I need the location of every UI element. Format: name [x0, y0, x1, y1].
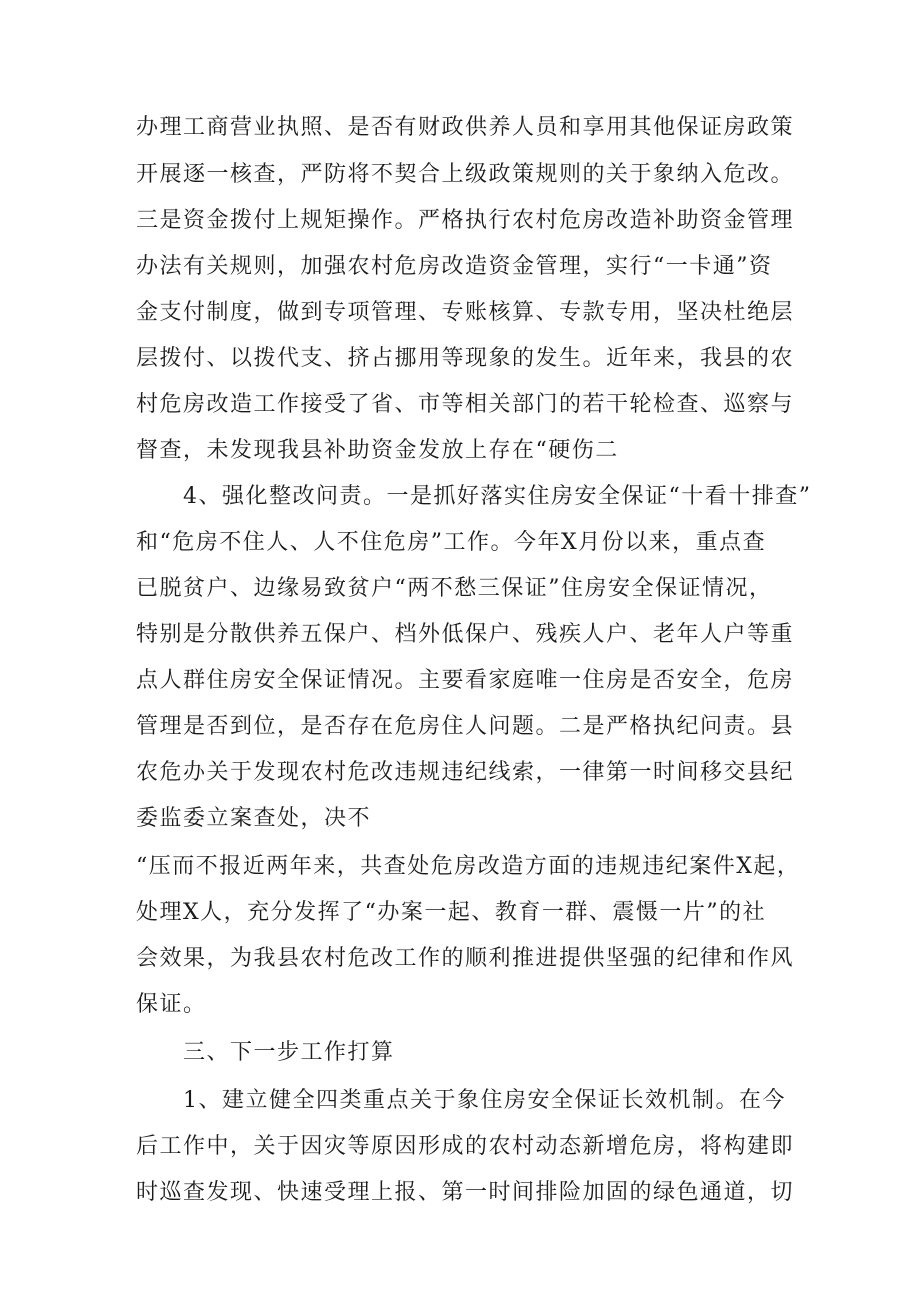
- paragraph-line: 4、强化整改问责。一是抓好落实住房安全保证“十看十排查”: [183, 484, 812, 509]
- paragraph-line: 后工作中，关于因灾等原因形成的农村动态新增危房，将构建即: [136, 1134, 795, 1159]
- paragraph-line: 会效果，为我县农村危改工作的顺利推进提供坚强的纪律和作风: [136, 946, 795, 971]
- paragraph-line: 已脱贫户、边缘易致贫户“两不愁三保证”住房安全保证情况，: [136, 576, 773, 601]
- paragraph-line: 开展逐一核查，严防将不契合上级政策规则的关于象纳入危改。: [136, 162, 795, 187]
- paragraph-line: 村危房改造工作接受了省、市等相关部门的若干轮检查、巡察与: [136, 392, 795, 417]
- paragraph-line: 三是资金拨付上规矩操作。严格执行农村危房改造补助资金管理: [136, 208, 795, 233]
- paragraph-line: 管理是否到位，是否存在危房住人问题。二是严格执纪问责。县: [136, 714, 795, 739]
- paragraph-line: 农危办关于发现农村危改违规违纪线索，一律第一时间移交县纪: [136, 760, 795, 785]
- paragraph-line: “压而不报近两年来，共查处危房改造方面的违规违纪案件X起，: [136, 854, 801, 879]
- paragraph-line: 1、建立健全四类重点关于象住房安全保证长效机制。在今: [183, 1088, 786, 1113]
- paragraph-line: 办法有关规则，加强农村危房改造资金管理，实行“一卡通”资: [136, 254, 773, 279]
- paragraph-line: 处理X人，充分发挥了“办案一起、教育一群、震慑一片”的社: [136, 900, 767, 925]
- paragraph-line: 保证。: [136, 992, 207, 1017]
- section-heading: 三、下一步工作打算: [183, 1040, 395, 1065]
- paragraph-line: 时巡查发现、快速受理上报、第一时间排险加固的绿色通道，切: [136, 1180, 795, 1205]
- paragraph-line: 层拨付、以拨代支、挤占挪用等现象的发生。近年来，我县的农: [136, 346, 795, 371]
- paragraph-line: 点人群住房安全保证情况。主要看家庭唯一住房是否安全，危房: [136, 668, 795, 693]
- paragraph-line: 委监委立案查处，决不: [136, 806, 372, 831]
- paragraph-line: 和“危房不住人、人不住危房”工作。今年X月份以来，重点查: [136, 530, 767, 555]
- paragraph-line: 特别是分散供养五保户、档外低保户、残疾人户、老年人户等重: [136, 622, 795, 647]
- paragraph-line: 金支付制度，做到专项管理、专账核算、专款专用，坚决杜绝层: [136, 300, 795, 325]
- paragraph-line: 督查，未发现我县补助资金发放上存在“硬伤二: [136, 438, 619, 463]
- paragraph-line: 办理工商营业执照、是否有财政供养人员和享用其他保证房政策: [136, 115, 795, 140]
